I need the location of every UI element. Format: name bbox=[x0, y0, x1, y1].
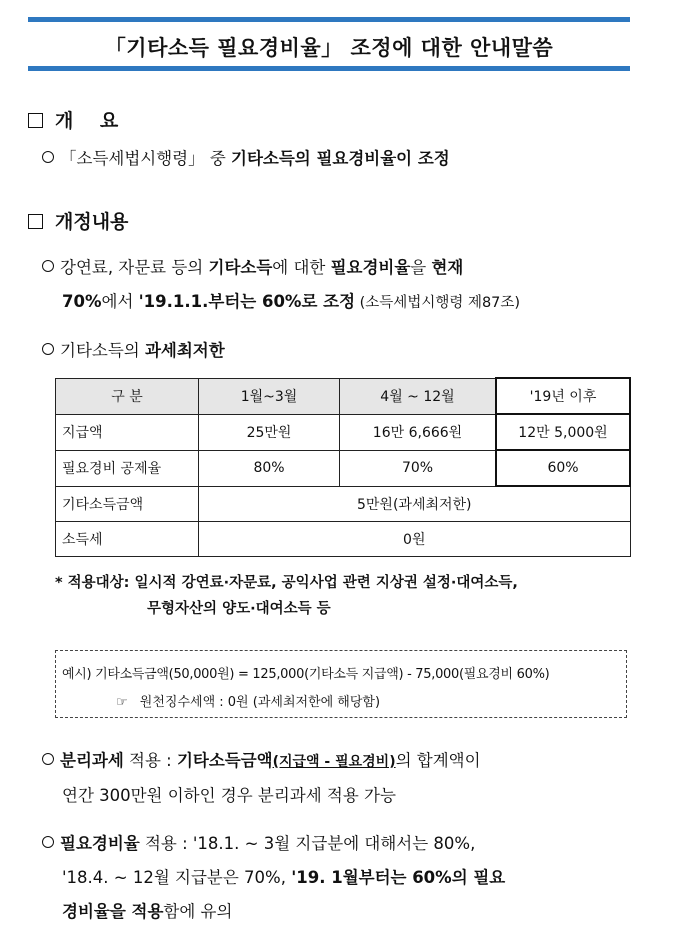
table-row bbox=[56, 414, 631, 450]
bold-text: 경비율을 적용 bbox=[62, 902, 164, 921]
table-row bbox=[56, 450, 631, 486]
text: 의 합계액이 bbox=[395, 751, 481, 770]
text: 적용 : bbox=[123, 751, 177, 770]
example-box bbox=[55, 650, 627, 718]
table-header-row bbox=[56, 378, 631, 414]
text: 을 bbox=[410, 258, 432, 277]
bold-text: 과세최저한 bbox=[144, 341, 225, 360]
revision-item-1 bbox=[42, 251, 642, 320]
text: 강연료, 자문료 등의 bbox=[60, 258, 209, 277]
underlined-text: (지급액 - 필요경비) bbox=[272, 754, 396, 770]
square-bullet-icon bbox=[28, 214, 43, 229]
table-header: 4월 ~ 12월 bbox=[340, 378, 497, 414]
bold-text: '19.1.1.부터는 60%로 조정 bbox=[138, 292, 356, 311]
bold-text: 기타소득금액 bbox=[176, 751, 273, 770]
section-overview-heading bbox=[28, 106, 118, 133]
overview-item bbox=[42, 142, 642, 176]
section-heading-text: 개정내용 bbox=[55, 211, 129, 233]
tax-threshold-table bbox=[55, 377, 631, 557]
bold-text: 70% bbox=[62, 292, 102, 311]
circle-bullet-icon bbox=[42, 836, 54, 848]
page-title: 「기타소득 필요경비율」 조정에 대한 안내말씀 bbox=[104, 36, 554, 60]
table-cell: 필요경비 공제율 bbox=[56, 450, 199, 486]
table-cell: 소득세 bbox=[56, 522, 199, 557]
text: '18.4. ~ 12월 지급분은 70%, bbox=[62, 868, 292, 887]
section-heading-text: 개 요 bbox=[55, 110, 119, 132]
pointing-hand-icon: ☞ bbox=[116, 695, 128, 710]
table-row bbox=[56, 522, 631, 557]
table-header: '19년 이후 bbox=[496, 378, 630, 414]
bold-text: 필요경비율 bbox=[330, 258, 411, 277]
bold-text: 분리과세 bbox=[60, 751, 124, 770]
section-revision-heading bbox=[28, 207, 128, 234]
table-cell: 60% bbox=[496, 450, 630, 486]
note-line: 무형자산의 양도·대여소득 등 bbox=[147, 601, 331, 617]
circle-bullet-icon bbox=[42, 260, 54, 272]
title-rule-bottom bbox=[28, 66, 630, 71]
table-header: 구 분 bbox=[56, 378, 199, 414]
text: 에서 bbox=[101, 292, 139, 311]
table-cell: 25만원 bbox=[199, 414, 340, 450]
text: 에 대한 bbox=[272, 258, 331, 277]
table-cell: 12만 5,000원 bbox=[496, 414, 630, 450]
table-cell: 80% bbox=[199, 450, 340, 486]
separate-taxation-item bbox=[42, 744, 642, 813]
circle-bullet-icon bbox=[42, 151, 54, 163]
table-cell-merged: 0원 bbox=[199, 522, 631, 557]
example-result bbox=[116, 691, 380, 710]
example-line: 예시) 기타소득금액(50,000원) = 125,000(기타소득 지급액) - 75,000(필요경비 60%) bbox=[62, 667, 550, 682]
example-line: 원천징수세액 : 0원 (과세최저한에 해당함) bbox=[139, 695, 381, 710]
text: 적용 : '18.1. ~ 3월 지급분에 대해서는 80%, bbox=[139, 834, 476, 853]
circle-bullet-icon bbox=[42, 753, 54, 765]
table-cell: 16만 6,666원 bbox=[340, 414, 497, 450]
expense-rate-item bbox=[42, 827, 642, 929]
text: 연간 300만원 이하인 경우 분리과세 적용 가능 bbox=[62, 786, 396, 805]
table-cell: 70% bbox=[340, 450, 497, 486]
table-header: 1월~3월 bbox=[199, 378, 340, 414]
overview-bold: 기타소득의 필요경비율이 조정 bbox=[231, 149, 450, 168]
overview-text: 「소득세법시행령」 중 bbox=[60, 149, 232, 168]
text: (소득세법시행령 제87조) bbox=[355, 295, 521, 311]
bold-text: 필요경비율 bbox=[60, 834, 140, 853]
table-cell: 기타소득금액 bbox=[56, 486, 199, 522]
table-cell-merged: 5만원(과세최저한) bbox=[199, 486, 631, 522]
bold-text: '19. 1월부터는 60%의 필요 bbox=[291, 868, 506, 887]
revision-item-2 bbox=[42, 334, 642, 368]
table-row bbox=[56, 486, 631, 522]
circle-bullet-icon bbox=[42, 343, 54, 355]
text: 함에 유의 bbox=[163, 902, 233, 921]
table-cell: 지급액 bbox=[56, 414, 199, 450]
title-rule-top bbox=[28, 17, 630, 22]
note-line: * 적용대상: 일시적 강연료·자문료, 공익사업 관련 지상권 설정·대여소득, bbox=[55, 575, 518, 591]
bold-text: 현재 bbox=[431, 258, 464, 277]
applicability-note bbox=[55, 570, 518, 622]
square-bullet-icon bbox=[28, 113, 43, 128]
text: 기타소득의 bbox=[60, 341, 145, 360]
bold-text: 기타소득 bbox=[208, 258, 273, 277]
